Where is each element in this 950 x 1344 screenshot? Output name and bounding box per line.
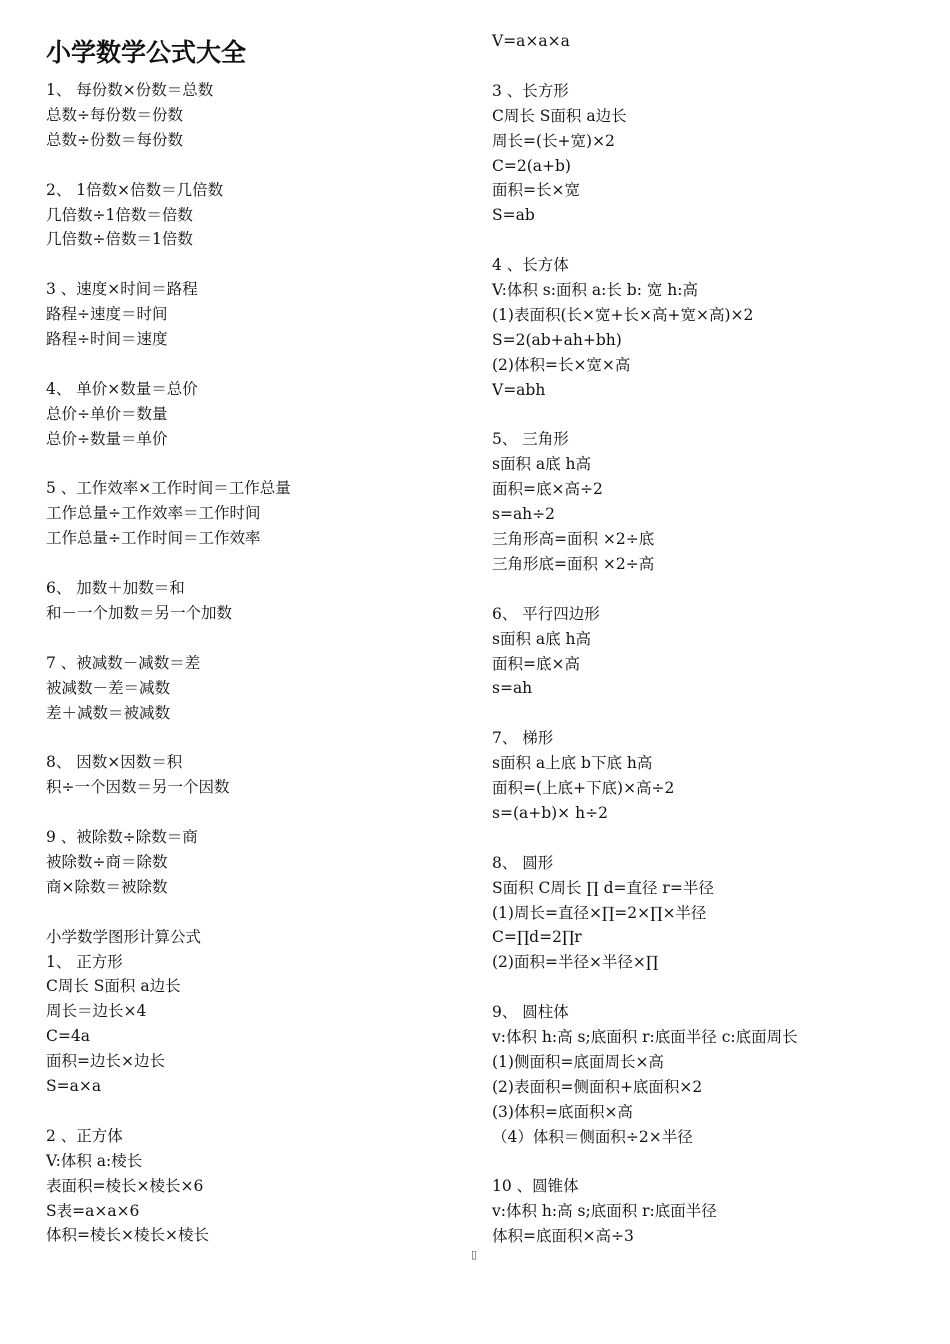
- formula-line: 4 、长方体: [492, 256, 569, 275]
- formula-line: (2)面积=半径×半径×∏: [492, 953, 659, 972]
- formula-line: 三角形底=面积 ×2÷高: [492, 554, 655, 573]
- formula-line: S=ab: [492, 206, 535, 225]
- formula-line: s面积 a底 h高: [492, 629, 592, 648]
- formula-line: 工作总量÷工作效率＝工作时间: [46, 504, 261, 523]
- formula-line: C=4a: [46, 1027, 90, 1046]
- formula-line: S面积 C周长 ∏ d=直径 r=半径: [492, 878, 714, 897]
- formula-line: 9 、被除数÷除数＝商: [46, 828, 198, 846]
- formula-line: V=a×a×a: [492, 32, 570, 50]
- formula-line: 面积=边长×边长: [46, 1052, 165, 1071]
- formula-line: 工作总量÷工作时间＝工作效率: [46, 529, 261, 548]
- page-footer-mark: ▯: [471, 1248, 478, 1261]
- formula-line: 总价÷单价＝数量: [46, 404, 168, 423]
- formula-line: 周长=(长+宽)×2: [492, 131, 615, 150]
- formula-line: 面积=长×宽: [492, 181, 580, 200]
- formula-line: 2 、正方体: [46, 1126, 123, 1145]
- formula-line: 总数÷每份数＝份数: [46, 105, 183, 124]
- formula-line: 10 、圆锥体: [492, 1177, 579, 1196]
- formula-line: 路程÷速度＝时间: [46, 305, 168, 324]
- formula-line: (2)表面积=侧面积+底面积×2: [492, 1077, 703, 1096]
- formula-line: （4）体积＝侧面积÷2×半径: [492, 1127, 693, 1146]
- formula-line: 总数÷份数＝每份数: [46, 130, 183, 149]
- formula-line: (3)体积=底面积×高: [492, 1102, 633, 1121]
- formula-line: 被减数－差＝减数: [46, 678, 171, 697]
- formula-line: 8、 因数×因数＝积: [46, 753, 183, 772]
- formula-line: 差＋减数＝被减数: [46, 703, 171, 722]
- formula-line: s=ah÷2: [492, 505, 556, 524]
- formula-line: 7 、被减数－减数＝差: [46, 653, 201, 672]
- formula-line: (1)侧面积=底面周长×高: [492, 1052, 664, 1071]
- formula-line: 3 、长方形: [492, 81, 569, 100]
- formula-line: 三角形高=面积 ×2÷底: [492, 530, 655, 548]
- formula-line: 总价÷数量＝单价: [46, 429, 168, 448]
- formula-line: 路程÷时间＝速度: [46, 330, 168, 348]
- formula-line: 和－一个加数＝另一个加数: [46, 603, 233, 622]
- formula-line: 6、 平行四边形: [492, 604, 600, 623]
- formula-line: V:体积 a:棱长: [46, 1151, 143, 1170]
- formula-line: 5、 三角形: [492, 430, 569, 449]
- formula-line: S=a×a: [46, 1077, 102, 1095]
- formula-line: 表面积=棱长×棱长×6: [46, 1176, 204, 1195]
- formula-line: 1、 每份数×份数＝总数: [46, 81, 214, 99]
- formula-line: 7、 梯形: [492, 729, 554, 748]
- formula-line: s=(a+b)× h÷2: [492, 803, 608, 822]
- formula-line: 几倍数÷倍数＝1倍数: [46, 230, 193, 249]
- formula-line: (2)体积=长×宽×高: [492, 355, 631, 374]
- formula-line: v:体积 h:高 s;底面积 r:底面半径: [492, 1202, 717, 1221]
- page-title: 小学数学公式大全: [46, 38, 247, 67]
- formula-line: 2、 1倍数×倍数＝几倍数: [46, 180, 224, 199]
- formula-line: C=2(a+b): [492, 156, 571, 175]
- formula-line: 5 、工作效率×工作时间＝工作总量: [46, 479, 291, 498]
- formula-line: 体积=棱长×棱长×棱长: [46, 1226, 209, 1245]
- formula-line: 商×除数＝被除数: [46, 877, 168, 896]
- formula-line: 面积=底×高÷2: [492, 480, 603, 499]
- formula-line: (1)表面积(长×宽+长×高+宽×高)×2: [492, 305, 754, 324]
- formula-line: 6、 加数＋加数＝和: [46, 579, 185, 597]
- formula-line: S=2(ab+ah+bh): [492, 330, 622, 349]
- formula-line: 积÷一个因数＝另一个因数: [46, 778, 230, 797]
- formula-line: 9、 圆柱体: [492, 1003, 569, 1022]
- formula-line: 4、 单价×数量＝总价: [46, 379, 198, 398]
- formula-line: s=ah: [492, 679, 533, 698]
- formula-line: C周长 S面积 a边长: [46, 977, 181, 996]
- formula-line: 面积=底×高: [492, 654, 580, 673]
- formula-line: 1、 正方形: [46, 952, 123, 971]
- formula-line: C周长 S面积 a边长: [492, 106, 627, 125]
- formula-line: S表=a×a×6: [46, 1201, 140, 1220]
- formula-line: 面积=(上底+下底)×高÷2: [492, 779, 675, 797]
- formula-line: 体积=底面积×高÷3: [492, 1227, 634, 1246]
- formula-line: s面积 a上底 b下底 h高: [492, 754, 653, 773]
- formula-line: s面积 a底 h高: [492, 455, 592, 474]
- formula-line: V:体积 s:面积 a:长 b: 宽 h:高: [492, 281, 698, 299]
- formula-line: C=∏d=2∏r: [492, 928, 582, 947]
- formula-line: 几倍数÷1倍数＝倍数: [46, 205, 193, 224]
- formula-line: 3 、速度×时间＝路程: [46, 280, 198, 299]
- formula-line: (1)周长=直径×∏=2×∏×半径: [492, 903, 707, 922]
- formula-line: 小学数学图形计算公式: [46, 927, 202, 946]
- formula-line: 8、 圆形: [492, 853, 554, 872]
- formula-line: 周长＝边长×4: [46, 1002, 147, 1021]
- formula-line: v:体积 h:高 s;底面积 r:底面半径 c:底面周长: [492, 1028, 798, 1046]
- formula-line: 被除数÷商＝除数: [46, 852, 168, 871]
- formula-line: V=abh: [492, 380, 546, 399]
